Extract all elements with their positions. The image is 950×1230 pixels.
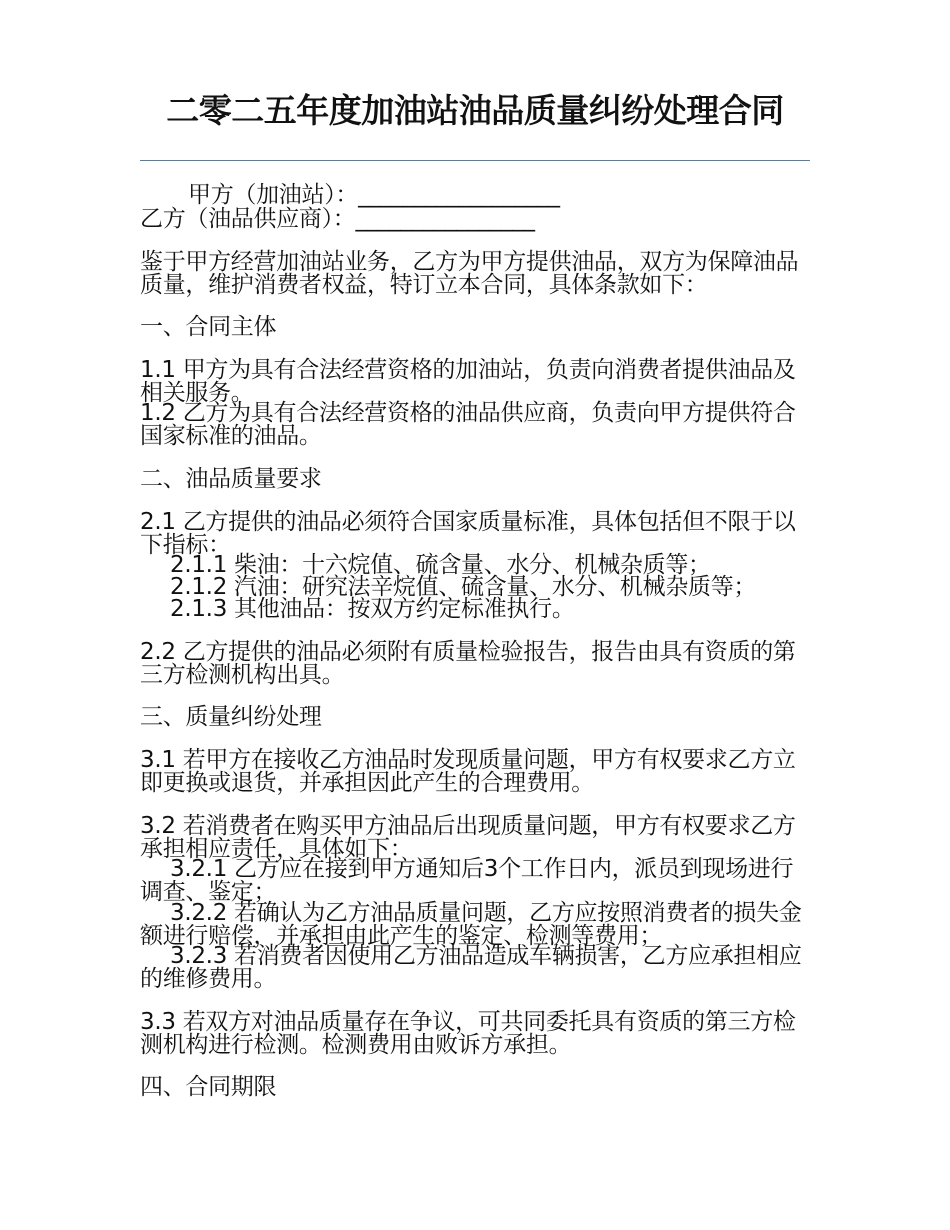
party-b-line: 乙方（油品供应商）：________________ — [140, 206, 535, 232]
clause-2-1-3: 2.1.3 其他油品：按双方约定标准执行。 — [170, 596, 575, 622]
section-heading-2: 二、油品质量要求 — [140, 466, 322, 492]
clause-3-2: 3.2 若消费者在购买甲方油品后出现质量问题，甲方有权要求乙方承担相应责任，具体如下： — [140, 813, 796, 862]
section-heading-4: 四、合同期限 — [140, 1074, 277, 1100]
clause-2-1-1: 2.1.1 柴油：十六烷值、硫含量、水分、机械杂质等； — [170, 552, 711, 578]
preamble: 鉴于甲方经营加油站业务，乙方为甲方提供油品，双方为保障油品质量，维护消费者权益，特订立本合同，具体条款如下： — [140, 249, 799, 298]
party-a-line: 甲方（加油站）：__________________ — [188, 182, 560, 208]
clause-2-2: 2.2 乙方提供的油品必须附有质量检验报告，报告由具有资质的第三方检测机构出具。 — [140, 639, 796, 688]
section-heading-3: 三、质量纠纷处理 — [140, 704, 322, 730]
clause-2-1: 2.1 乙方提供的油品必须符合国家质量标准，具体包括但不限于以下指标： — [140, 509, 796, 558]
clause-3-2-1: 3.2.1 乙方应在接到甲方通知后3个工作日内，派员到现场进行调查、鉴定； — [140, 856, 794, 905]
clause-3-2-3: 3.2.3 若消费者因使用乙方油品造成车辆损害，乙方应承担相应的维修费用。 — [140, 943, 802, 992]
document-title: 二零二五年度加油站油品质量纠纷处理合同 — [166, 91, 784, 130]
clause-1-2: 1.2 乙方为具有合法经营资格的油品供应商，负责向甲方提供符合国家标准的油品。 — [140, 400, 796, 449]
clause-3-2-2: 3.2.2 若确认为乙方油品质量问题，乙方应按照消费者的损失金额进行赔偿，并承担由此产生的鉴定、检测等费用； — [140, 900, 802, 949]
section-heading-1: 一、合同主体 — [140, 314, 277, 340]
clause-1-1: 1.1 甲方为具有合法经营资格的加油站，负责向消费者提供油品及相关服务。 — [140, 357, 796, 406]
clause-3-1: 3.1 若甲方在接收乙方油品时发现质量问题，甲方有权要求乙方立即更换或退货，并承担因此产生的合理费用。 — [140, 747, 796, 796]
clause-3-3: 3.3 若双方对油品质量存在争议，可共同委托具有资质的第三方检测机构进行检测。检测费用由败诉方承担。 — [140, 1009, 796, 1058]
title-divider — [140, 160, 810, 161]
clause-2-1-2: 2.1.2 汽油：研究法辛烷值、硫含量、水分、机械杂质等； — [170, 574, 757, 600]
